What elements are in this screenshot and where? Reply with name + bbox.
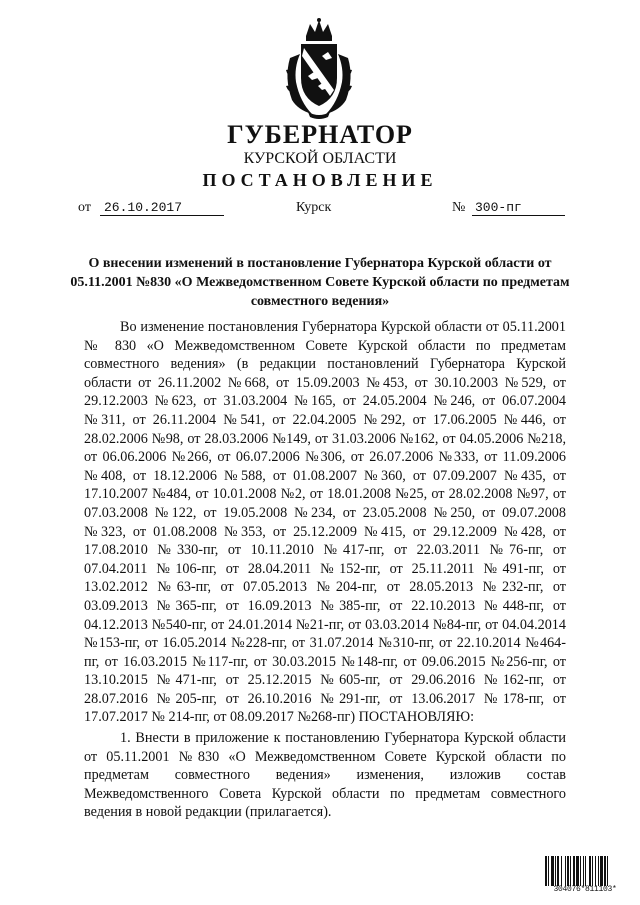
header-title: ГУБЕРНАТОР: [227, 120, 413, 149]
kursk-coat-of-arms-icon: [282, 18, 356, 120]
header-region: КУРСКОЙ ОБЛАСТИ: [243, 150, 397, 167]
paragraph-item-1: 1. Внести в приложение к постановлению Губернатора Курской области от 05.11.2001 №830 «О Межведомственном Совете Курской области по предметам совместного ведения» изменения, изложив состав Межведомственного Совета Курской области по предметам совместного ведения в новой редакции (прилагается).: [84, 730, 566, 821]
document-title: О внесении изменений в постановление Губернатора Курской области от 05.11.2001 №830 «О Межведомственном Совете Курской области по предметам совместного ведения»: [70, 256, 570, 309]
barcode: [544, 856, 626, 896]
date-label: от: [78, 200, 91, 215]
document-number: 300-пг: [472, 200, 565, 216]
document-type: ПОСТАНОВЛЕНИЕ: [202, 170, 438, 190]
paragraph-preamble: Во изменение постановления Губернатора Курской области от 05.11.2001 № 830 «О Межведомственном Совете Курской области по предметам совместного ведения» (в редакции постановлений Губернатора Курской области от 26.11.2002 №668, от 15.09.2003 №453, от 30.10.2003 №529, от 29.12.2003 №623, от 31.03.2004 №165, от 24.05.2004 №246, от 06.07.2004 №311, от 26.11.2004 №541, от 22.04.2005 №292, от 17.06.2005 №446, от 28.02.2006 №98, от 28.03.2006 №149, от 31.03.2006 №162, от 04.05.2006 №218, от 06.06.2006 №266, от 06.07.2006 №306, от 26.07.2006 №333, от 11.09.2006 №408, от 18.12.2006 №588, от 01.08.2007 №360, от 07.09.2007 №435, от 17.10.2007 №484, от 10.01.2008 №2, от 18.01.2008 №25, от 28.02.2008 №97, от 07.03.2008 №122, от 19.05.2008 №234, от 23.05.2008 №250, от 09.07.2008 №323, от 01.08.2008 №353, от 25.12.2009 №415, от 29.12.2009 №428, от 17.08.2010 №330-пг, от 10.11.2010 №417-пг, от 22.03.2011 №76-пг, от 07.04.2011 №106-пг, от 28.04.2011 №152-пг, от 25.11.2011 №491-пг, от 13.02.2012 №63-пг, от 07.05.2013 №204-пг, от 28.05.2013 №232-пг, от 03.09.2013 №365-пг, от 16.09.2013 №385-пг, от 22.10.2013 №448-пг, от 04.12.2013 №540-пг, от 24.01.2014 №21-пг, от 03.03.2014 №84-пг, от 04.04.2014 №153-пг, от 16.05.2014 №228-пг, от 31.07.2014 №310-пг, от 22.10.2014 №464-пг, от 16.03.2015 №117-пг, от 30.03.2015 №148-пг, от 09.06.2015 №256-пг, от 13.10.2015 №471-пг, от 25.12.2015 №605-пг, от 29.06.2016 №162-пг, от 28.07.2016 №205-пг, от 26.10.2016 №291-пг, от 13.06.2017 №178-пг, от 17.07.2017 № 214-пг, от 08.09.2017 №268-пг) ПОСТАНОВЛЯЮ:: [84, 319, 566, 726]
document-body: [84, 318, 566, 822]
number-label: №: [452, 200, 466, 215]
document-date: 26.10.2017: [100, 200, 224, 216]
barcode-icon: [544, 856, 626, 886]
barcode-number: 304076*811103*: [553, 885, 617, 894]
document-city: Курск: [296, 200, 332, 215]
